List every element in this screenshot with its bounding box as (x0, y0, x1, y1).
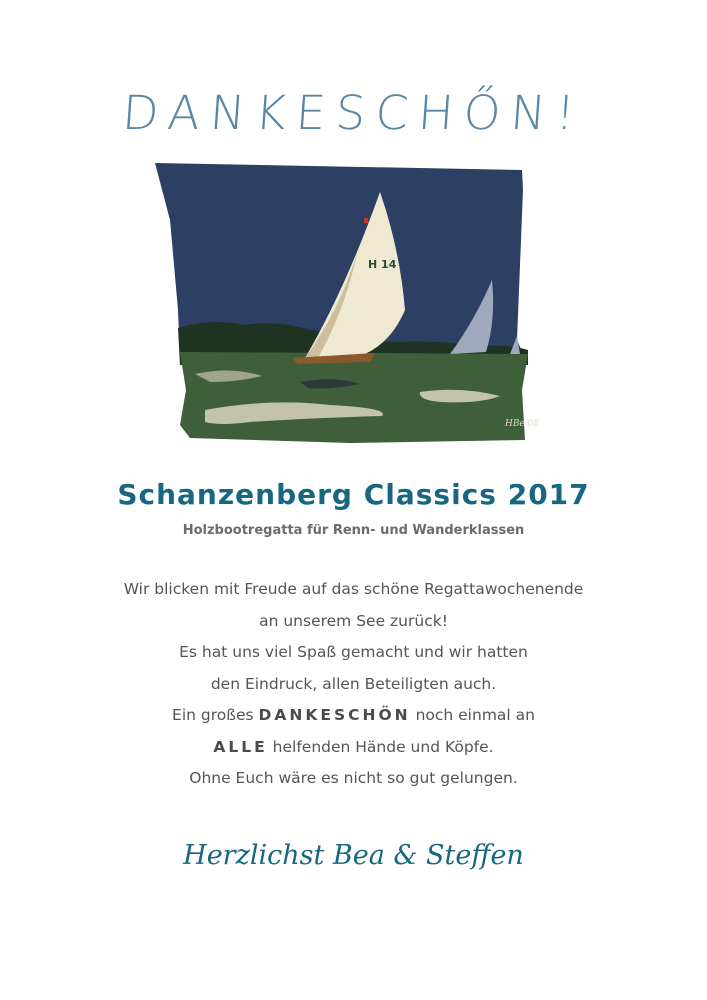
closing-signature: Herzlichst Bea & Steffen (183, 840, 524, 871)
painting-sail-number: H 14 (368, 258, 397, 271)
painting-signature: HBe 08 (505, 419, 540, 429)
message-emphasis: DANKESCHÖN (258, 706, 411, 724)
painting-flag (364, 218, 368, 223)
event-title: Schanzenberg Classics 2017 (117, 478, 590, 511)
message-line: den Eindruck, allen Beteiligten auch. (210, 674, 497, 693)
heading-dankeschoen: DANKESCHŐN! (120, 86, 587, 141)
event-subtitle: Holzbootregatta für Renn- und Wanderklassen (182, 523, 525, 538)
thank-you-message (0, 574, 707, 795)
regatta-painting (150, 160, 550, 445)
message-line (0, 700, 707, 732)
message-line: Es hat uns viel Spaß gemacht und wir hatten (179, 643, 528, 661)
message-emphasis: ALLE (213, 737, 268, 756)
message-line: Ohne Euch wäre es nicht so gut gelungen. (189, 769, 518, 787)
message-line (0, 732, 707, 764)
message-text: noch einmal an (410, 706, 535, 724)
message-text: helfenden Hände und Köpfe. (267, 737, 494, 756)
message-line: an unserem See zurück! (259, 611, 448, 630)
message-text: Ein großes (172, 706, 259, 724)
message-line: Wir blicken mit Freude auf das schöne Regattawochenende (123, 580, 584, 598)
